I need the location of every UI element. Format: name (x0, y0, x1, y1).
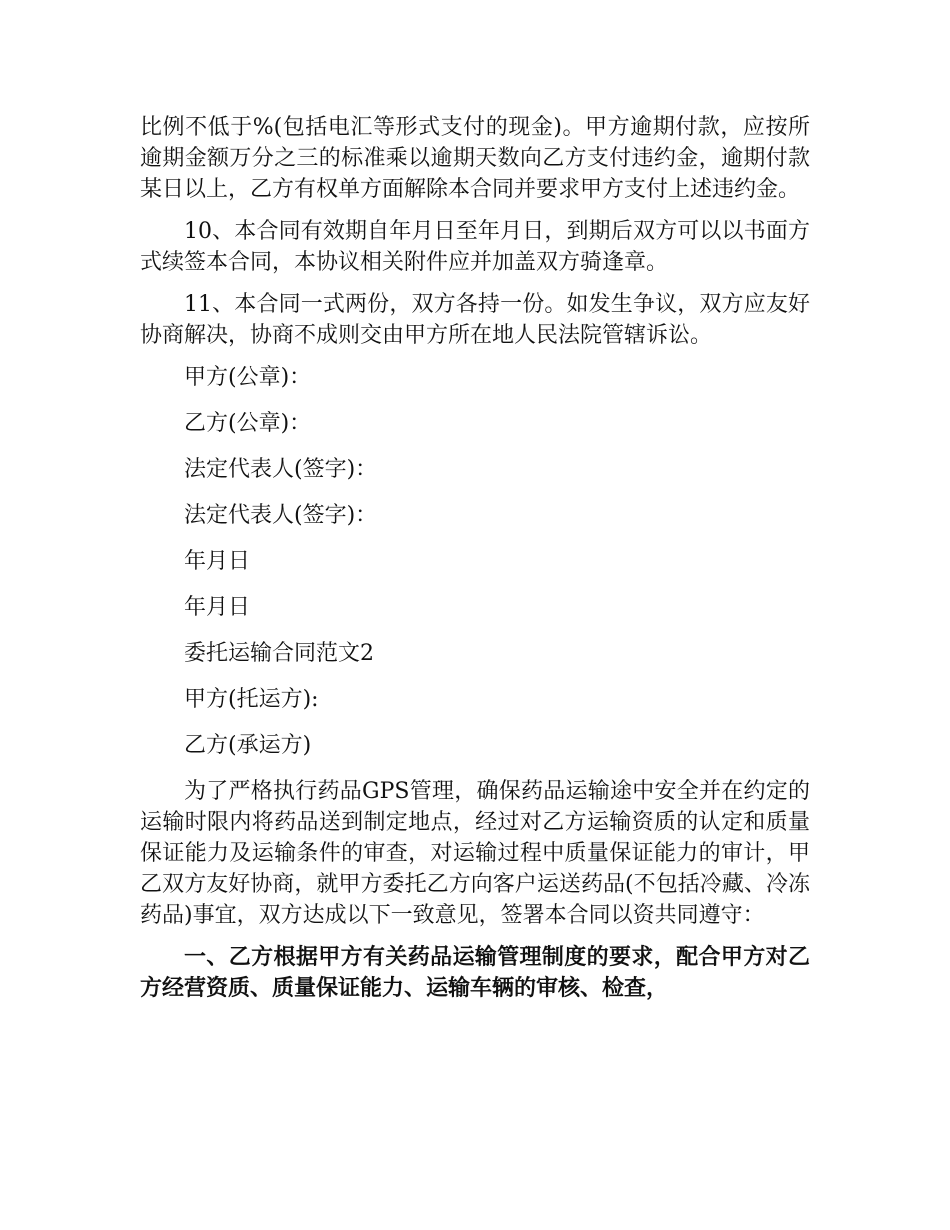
date-line: 年月日 (184, 549, 251, 574)
date-line: 年月日 (184, 595, 251, 620)
party-b-seal-line: 乙方(公章)： (184, 411, 312, 436)
paragraph-preamble: 为了严格执行药品GPS管理，确保药品运输途中安全并在约定的运输时限内将药品送到制定地点，经过对乙方运输资质的认定和质量保证能力及运输条件的审查，对运输过程中质量保证能力的审计，甲乙双方友好协商，就甲方委托乙方向客户运送药品(不包括冷藏、冷冻药品)事宜，双方达成以下一致意见，签署本合同以资共同遵守： (140, 779, 810, 928)
paragraph-article-1: 一、乙方根据甲方有关药品运输管理制度的要求，配合甲方对乙方经营资质、质量保证能力、运输车辆的审核、检查， (140, 944, 810, 1001)
document-body (140, 112, 810, 1015)
legal-representative-signature-line: 法定代表人(签字)： (184, 457, 378, 482)
section-title: 委托运输合同范文2 (184, 641, 374, 666)
party-b-carrier-line: 乙方(承运方) (184, 733, 312, 758)
paragraph-payment-terms: 比例不低于%(包括电汇等形式支付的现金)。甲方逾期付款，应按所逾期金额万分之三的标准乘以逾期天数向乙方支付违约金，逾期付款某日以上，乙方有权单方面解除本合同并要求甲方支付上述违约金。 (140, 115, 810, 202)
paragraph-clause-10: 10、本合同有效期自年月日至年月日，到期后双方可以以书面方式续签本合同，本协议相关附件应并加盖双方骑逢章。 (140, 219, 810, 275)
party-a-shipper-line: 甲方(托运方): (184, 687, 319, 712)
legal-representative-signature-line: 法定代表人(签字)： (184, 503, 378, 528)
paragraph-clause-11: 11、本合同一式两份，双方各持一份。如发生争议，双方应友好协商解决，协商不成则交由甲方所在地人民法院管辖诉讼。 (140, 292, 810, 348)
party-a-seal-line: 甲方(公章)： (184, 365, 312, 390)
